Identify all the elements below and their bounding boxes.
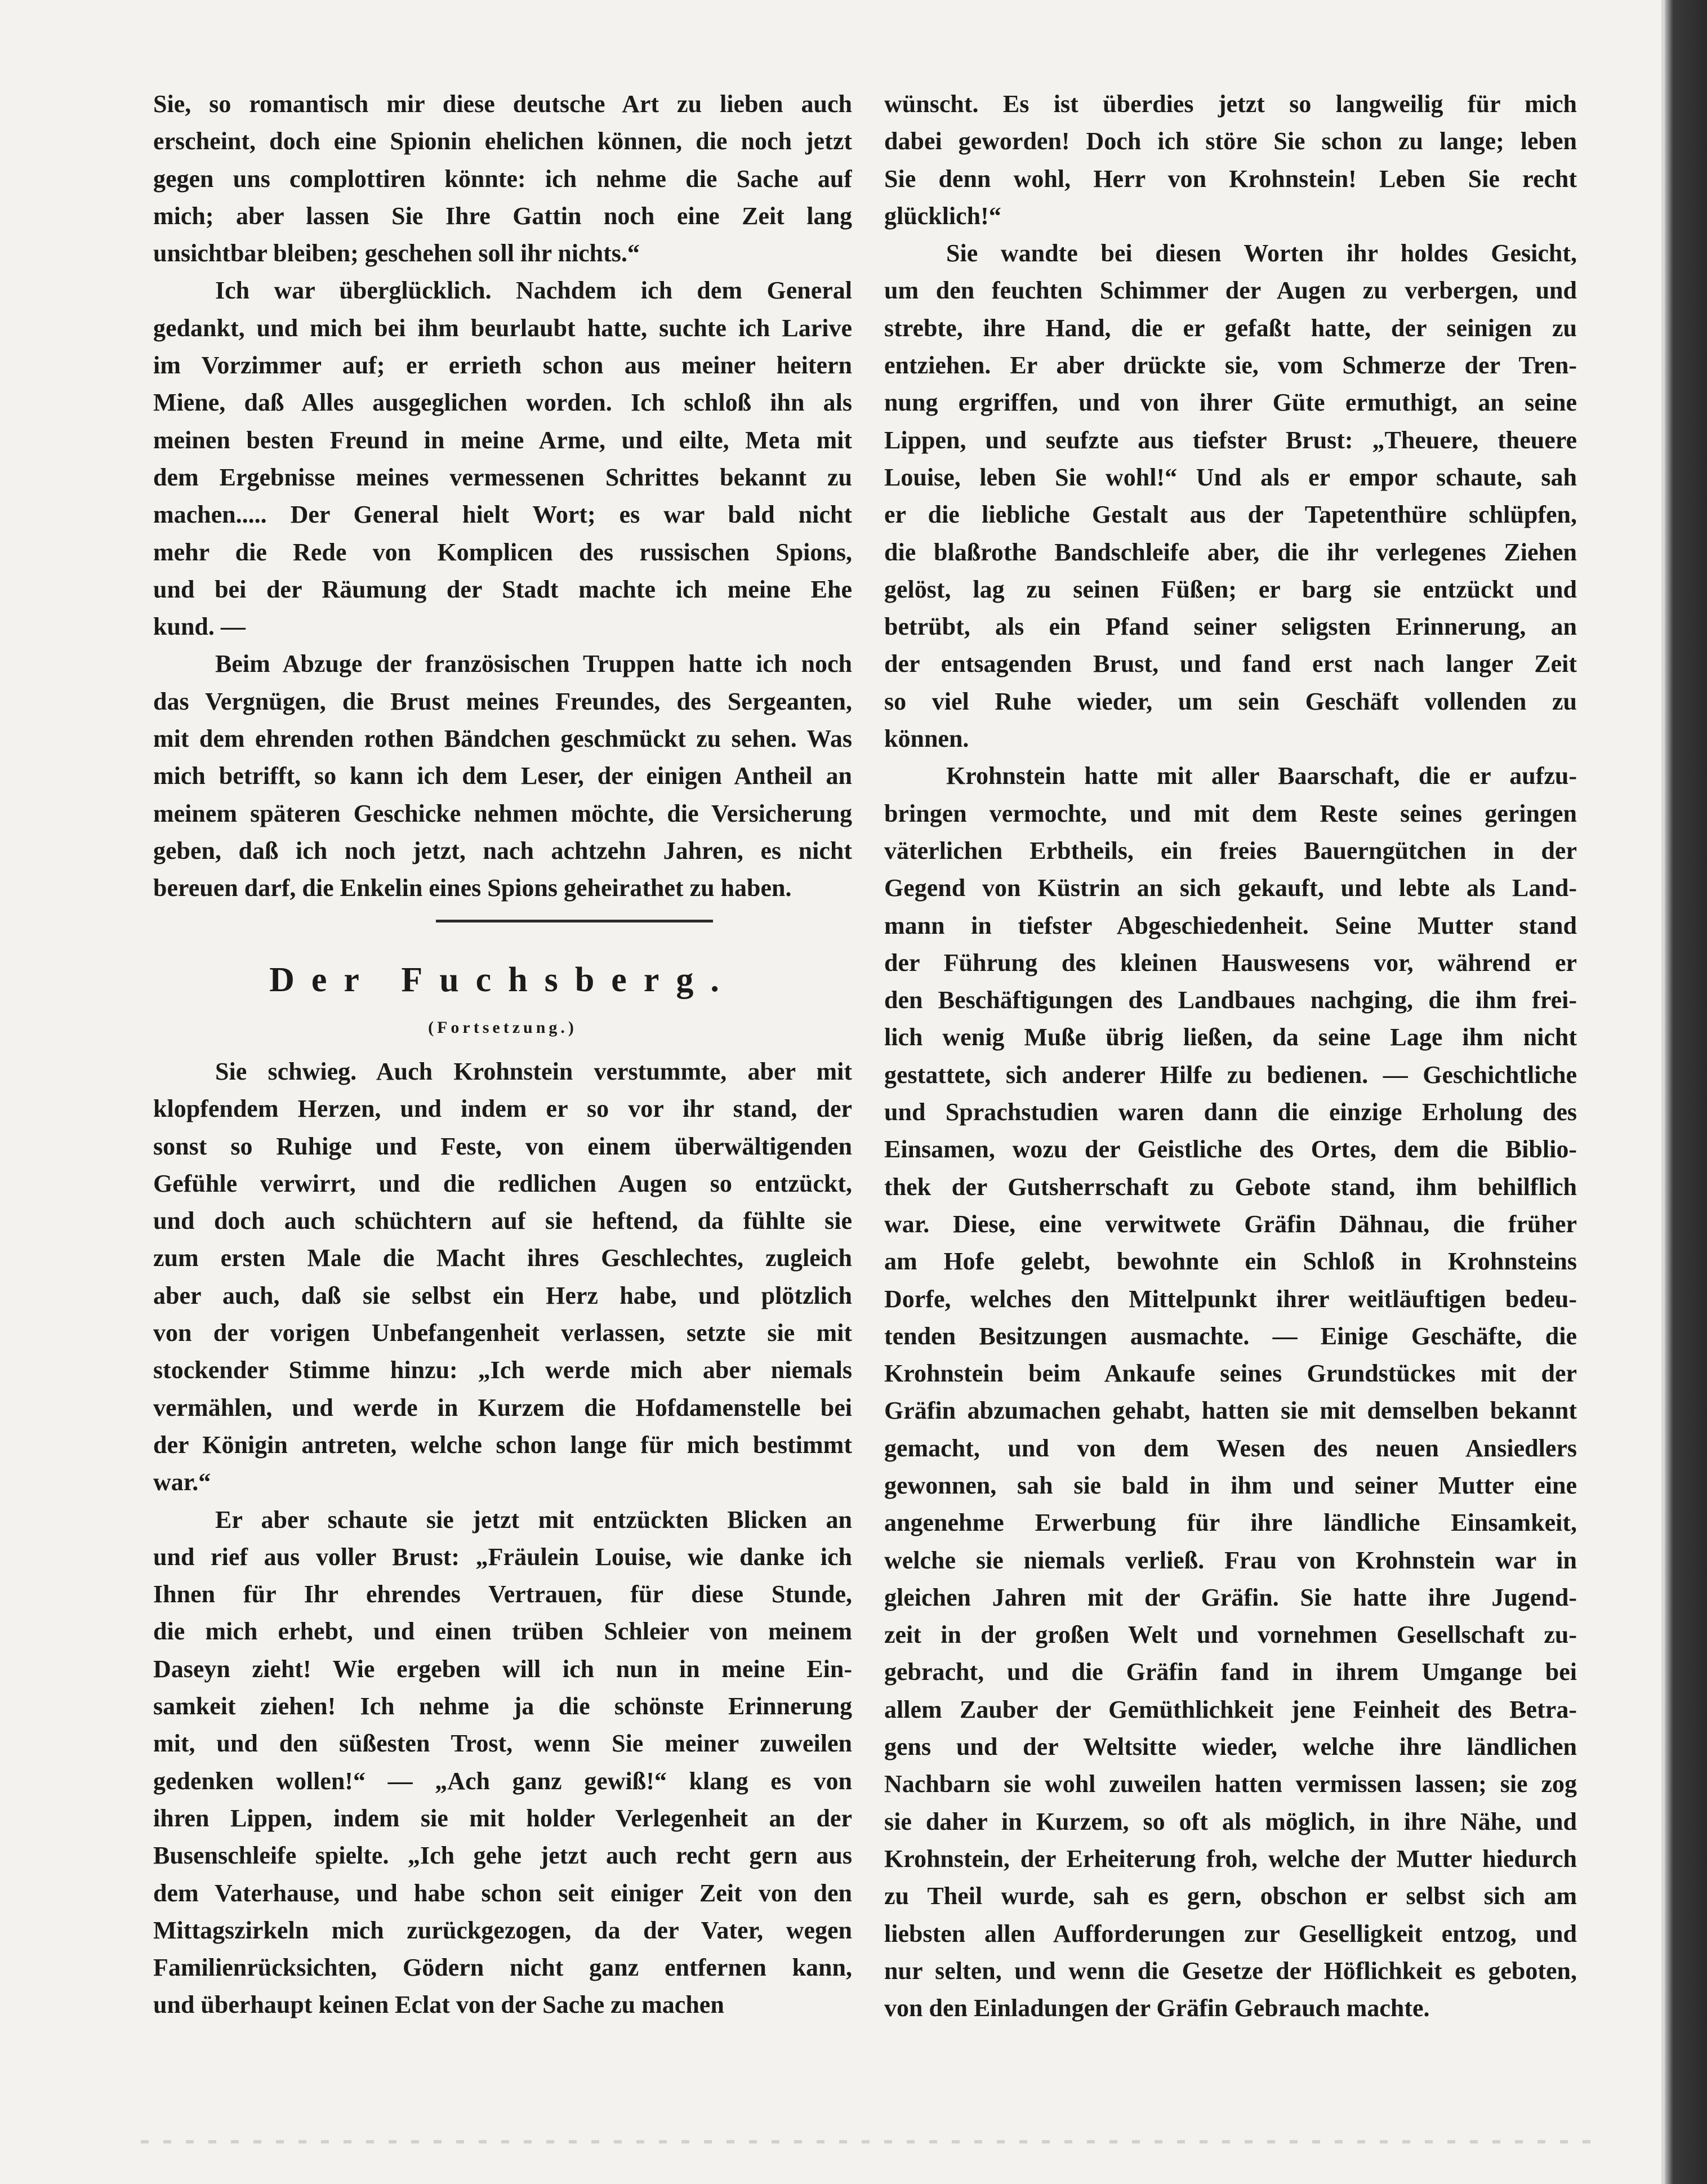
text-line: liebsten allen Aufforderungen zur Geselligkeit entzog, und [884,1919,1577,1947]
section-title: Der Fuchsberg. [269,961,736,999]
text-line: machen..... Der General hielt Wort; es war bald nicht [153,501,852,529]
section-subtitle: (Fortsetzung.) [428,1018,577,1037]
text-line: den Beschäftigungen des Landbaues nachging, die ihm frei- [884,986,1577,1014]
text-line: gegen uns complottiren könnte: ich nehme die Sache auf [153,164,852,193]
text-line: Sie schwieg. Auch Krohnstein verstummte, aber mit [215,1058,852,1085]
text-line: mehr die Rede von Komplicen des russischen Spions, [153,538,852,566]
text-line: die mich erhebt, und einen trüben Schleier von meinem [153,1617,852,1646]
text-line: die blaßrothe Bandschleife aber, die ihr verlegenes Ziehen [884,538,1577,566]
paragraph [153,1053,852,1501]
scan-border [1665,0,1707,2184]
text-line: gestattete, sich anderer Hilfe zu bedienen. — Geschichtliche [884,1060,1577,1089]
text-line: er die liebliche Gestalt aus der Tapetenthüre schlüpfen, [884,501,1577,529]
text-line: wünscht. Es ist überdies jetzt so langweilig für mich [884,90,1577,118]
text-line: von der vorigen Unbefangenheit verlassen, setzte sie mit [153,1319,852,1347]
text-line: meinen besten Freund in meine Arme, und eilte, Meta mit [153,426,852,454]
paragraph [884,235,1577,757]
text-line: mit dem ehrenden rothen Bändchen geschmückt zu sehen. Was [153,725,852,753]
text-line: allem Zauber der Gemüthlichkeit jene Feinheit des Betra- [884,1695,1577,1723]
text-line: gedenken wollen!“ — „Ach ganz gewiß!“ klang es von [153,1767,852,1795]
text-line: gebracht, und die Gräfin fand in ihrem Umgange bei [884,1658,1577,1686]
text-line: sie daher in Kurzem, so oft als möglich, in ihre Nähe, und [884,1807,1577,1835]
text-line: war.“ [153,1468,211,1496]
text-line: klopfendem Herzen, und indem er so vor ihr stand, der [153,1095,852,1123]
text-line: zeit in der großen Welt und vornehmen Gesellschaft zu- [884,1621,1577,1649]
text-line: Er aber schaute sie jetzt mit entzückten Blicken an [215,1505,852,1534]
left-column-top [153,86,852,907]
text-line: welche sie niemals verließ. Frau von Krohnstein war in [884,1546,1577,1574]
paragraph [153,645,852,907]
text-line: um den feuchten Schimmer der Augen zu verbergen, und [884,277,1577,305]
text-line: bereuen darf, die Enkelin eines Spions geheirathet zu haben. [153,874,792,902]
text-line: stockender Stimme hinzu: „Ich werde mich aber niemals [153,1356,852,1384]
text-line: zum ersten Male die Macht ihres Geschlechtes, zugleich [153,1244,852,1272]
text-line: Mittagszirkeln mich zurückgezogen, da der Vater, wegen [153,1916,852,1944]
text-line: Sie, so romantisch mir diese deutsche Art zu lieben auch [153,90,852,118]
text-line: gelöst, lag zu seinen Füßen; er barg sie entzückt und [884,575,1577,603]
text-line: strebte, ihre Hand, die er gefaßt hatte, der seinigen zu [884,314,1577,342]
paragraph [153,272,852,645]
text-line: ihren Lippen, indem sie mit holder Verlegenheit an der [153,1804,852,1832]
text-line: Lippen, und seufzte aus tiefster Brust: „Theuere, theuere [884,426,1577,454]
text-line: mich betrifft, so kann ich dem Leser, der einigen Antheil an [153,762,852,790]
paragraph [153,86,852,272]
text-line: samkeit ziehen! Ich nehme ja die schönste Erinnerung [153,1692,852,1721]
text-line: Ihnen für Ihr ehrendes Vertrauen, für diese Stunde, [153,1580,852,1608]
text-line: war. Diese, eine verwitwete Gräfin Dähnau, die früher [884,1210,1577,1238]
text-line: Beim Abzuge der französischen Truppen hatte ich noch [215,650,852,678]
text-line: Dorfe, welches den Mittelpunkt ihrer weitläuftigen bedeu- [884,1285,1577,1313]
text-line: Familienrücksichten, Gödern nicht ganz entfernen kann, [153,1954,852,1982]
text-line: der Königin antreten, welche schon lange für mich bestimmt [153,1430,852,1459]
text-line: bringen vermochte, und mit dem Reste seines geringen [884,799,1577,827]
text-line: glücklich!“ [884,202,1001,230]
text-line: Krohnstein, der Erheiterung froh, welche der Mutter hiedurch [884,1844,1577,1873]
text-line: und überhaupt keinen Eclat von der Sache zu machen [153,1991,724,2019]
text-line: betrübt, als ein Pfand seiner seligsten Erinnerung, an [884,613,1577,641]
text-line: und Sprachstudien waren dann die einzige Erholung des [884,1098,1577,1126]
text-line: der entsagenden Brust, und fand erst nach langer Zeit [884,650,1577,678]
text-line: aber auch, daß sie selbst ein Herz habe, und plötzlich [153,1281,852,1309]
text-line: am Hofe gelebt, bewohnte ein Schloß in Krohnsteins [884,1247,1577,1276]
text-line: Gefühle verwirrt, und die redlichen Augen so entzückt, [153,1169,852,1197]
text-line: Krohnstein hatte mit aller Baarschaft, die er aufzu- [946,762,1577,790]
text-line: gens und der Weltsitte wieder, welche ihre ländlichen [884,1733,1577,1761]
text-line: mich; aber lassen Sie Ihre Gattin noch eine Zeit lang [153,202,852,230]
text-line: geben, daß ich noch jetzt, nach achtzehn Jahren, es nicht [153,836,852,864]
text-line: gewonnen, sah sie bald in ihm und seiner Mutter eine [884,1471,1577,1499]
text-line: und doch auch schüchtern auf sie heftend, da fühlte sie [153,1207,852,1235]
text-line: gedankt, und mich bei ihm beurlaubt hatte, suchte ich Larive [153,314,852,342]
text-line: der Führung des kleinen Hauswesens vor, während er [884,948,1577,977]
text-line: von den Einladungen der Gräfin Gebrauch machte. [884,1994,1430,2022]
text-line: Miene, daß Alles ausgeglichen worden. Ich schloß ihn als [153,389,852,417]
text-line: Krohnstein beim Ankaufe seines Grundstückes mit der [884,1360,1577,1388]
text-line: nur selten, und wenn die Gesetze der Höflichkeit es geboten, [884,1956,1577,1985]
scan-noise [141,2140,1605,2143]
text-line: väterlichen Erbtheils, ein freies Bauerngütchen in der [884,836,1577,864]
text-line: kund. — [153,613,246,641]
text-line: und rief aus voller Brust: „Fräulein Louise, wie danke ich [153,1543,852,1571]
text-line: dem Vaterhause, und habe schon seit einiger Zeit von den [153,1879,852,1907]
text-line: Sie wandte bei diesen Worten ihr holdes Gesicht, [946,239,1577,268]
text-line: Louise, leben Sie wohl!“ Und als er empor schaute, sah [884,463,1577,491]
text-line: im Vorzimmer auf; er errieth schon aus meiner heitern [153,351,852,380]
text-line: Gräfin abzumachen gehabt, hatten sie mit demselben bekannt [884,1397,1577,1425]
text-line: mann in tiefster Abgeschiedenheit. Seine Mutter stand [884,911,1577,939]
text-line: Nachbarn sie wohl zuweilen hatten vermissen lassen; sie zog [884,1770,1577,1798]
text-line: vermählen, und werde in Kurzem die Hofdamenstelle bei [153,1393,852,1421]
text-line: zu Theil wurde, sah es gern, obschon er selbst sich am [884,1882,1577,1910]
text-line: tenden Besitzungen ausmachte. — Einige Geschäfte, die [884,1322,1577,1350]
text-line: Daseyn zieht! Wie ergeben will ich nun in meine Ein- [153,1655,852,1683]
text-line: entziehen. Er aber drückte sie, vom Schmerze der Tren- [884,351,1577,380]
right-column [884,86,1577,2027]
text-line: gemacht, und von dem Wesen des neuen Ansiedlers [884,1434,1577,1462]
text-line: Busenschleife spielte. „Ich gehe jetzt auch recht gern aus [153,1842,852,1870]
text-line: Gegend von Küstrin an sich gekauft, und lebte als Land- [884,874,1577,902]
text-line: mit, und den süßesten Trost, wenn Sie meiner zuweilen [153,1730,852,1758]
text-line: thek der Gutsherrschaft zu Gebote stand, ihm behilflich [884,1173,1577,1201]
paragraph [153,1501,852,2024]
text-line: dabei geworden! Doch ich störe Sie schon zu lange; leben [884,127,1577,155]
text-line: gleichen Jahren mit der Gräfin. Sie hatte ihre Jugend- [884,1583,1577,1611]
text-line: lich wenig Muße übrig ließen, da seine Lage ihm nicht [884,1023,1577,1051]
text-line: können. [884,725,969,753]
text-line: und bei der Räumung der Stadt machte ich meine Ehe [153,575,852,603]
text-line: so viel Ruhe wieder, um sein Geschäft vollenden zu [884,687,1577,715]
text-line: das Vergnügen, die Brust meines Freundes, des Sergeanten, [153,687,852,715]
text-line: Sie denn wohl, Herr von Krohnstein! Leben Sie recht [884,164,1577,193]
text-line: dem Ergebnisse meines vermessenen Schrittes bekannt zu [153,463,852,491]
section-divider [436,920,713,922]
text-line: Einsamen, wozu der Geistliche des Ortes, dem die Biblio- [884,1135,1577,1164]
left-column-bottom [153,1053,852,2024]
text-line: Ich war überglücklich. Nachdem ich dem General [215,277,852,305]
text-line: sonst so Ruhige und Feste, von einem überwältigenden [153,1132,852,1160]
text-line: meinem späteren Geschicke nehmen möchte, die Versicherung [153,799,852,827]
text-line: angenehme Erwerbung für ihre ländliche Einsamkeit, [884,1509,1577,1537]
paragraph [884,86,1577,235]
paragraph [884,757,1577,2027]
text-line: nung ergriffen, und von ihrer Güte ermuthigt, an seine [884,389,1577,417]
text-line: unsichtbar bleiben; geschehen soll ihr nichts.“ [153,239,640,268]
text-line: erscheint, doch eine Spionin ehelichen können, die noch jetzt [153,127,852,155]
